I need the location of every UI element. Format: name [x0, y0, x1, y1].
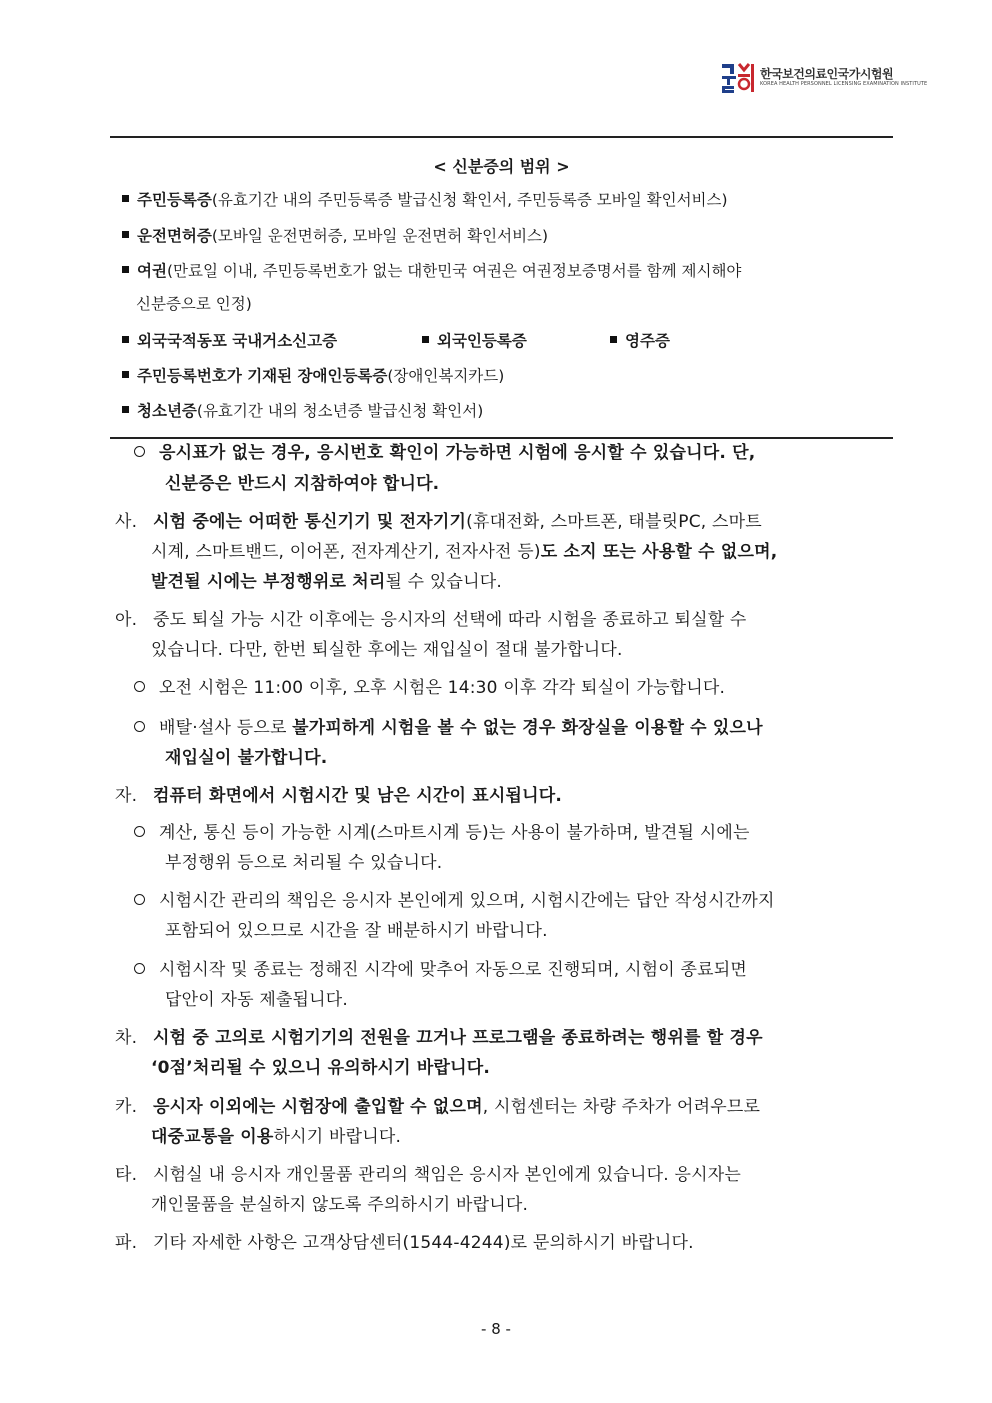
circle-bullet-icon [134, 894, 145, 905]
item-label: 사. [115, 512, 138, 532]
id-item-bold: 영주증 [625, 332, 670, 350]
item-label: 아. [115, 610, 138, 630]
square-bullet-icon [422, 336, 429, 343]
square-bullet-icon [122, 231, 129, 238]
id-item-bold: 외국인등록증 [437, 332, 527, 350]
id-item-rest: (만료일 이내, 주민등록번호가 없는 대한민국 여권은 여권정보증명서를 함께 제시해야 [166, 262, 742, 280]
item-a-bullet-2: 배탈·설사 등으로 불가피하게 시험을 볼 수 없는 경우 화장실을 이용할 수 있으나 [134, 713, 763, 743]
id-item-bold: 운전면허증 [137, 227, 212, 245]
id-item-bold: 주민등록증 [137, 191, 212, 209]
item-ka: 카. 응시자 이외에는 시험장에 출입할 수 없으며, 시험센터는 차량 주차가 어려우므로 [115, 1092, 760, 1122]
item-ka-line-2: 대중교통을 이용하시기 바랍니다. [151, 1127, 402, 1147]
square-bullet-icon [122, 371, 129, 378]
item-ja-bullet-1: 계산, 통신 등이 가능한 시계(스마트시계 등)는 사용이 불가하며, 발견될 시에는 [134, 818, 750, 848]
id-item-5 [122, 364, 504, 388]
item-ja-bullet-3: 시험시작 및 종료는 정해진 시각에 맞추어 자동으로 진행되며, 시험이 종료되면 [134, 955, 747, 985]
id-item-bold: 여권 [137, 262, 167, 280]
institute-logo [720, 62, 928, 94]
id-item-rest: (모바일 운전면허증, 모바일 운전면허 확인서비스) [211, 227, 549, 245]
item-label: 타. [115, 1165, 138, 1185]
item-ta-line-2: 개인물품을 분실하지 않도록 주의하시기 바랍니다. [151, 1195, 529, 1215]
id-item-rest: (유효기간 내의 주민등록증 발급신청 확인서, 주민등록증 모바일 확인서비스) [211, 191, 728, 209]
item-sa: 사. 시험 중에는 어떠한 통신기기 및 전자기기(휴대전화, 스마트폰, 태블릿PC, 스마트 [115, 507, 762, 537]
square-bullet-icon [122, 195, 129, 202]
item-cha: 차. 시험 중 고의로 시험기기의 전원을 끄거나 프로그램을 종료하려는 행위를 할 경우 [115, 1023, 763, 1053]
id-item-6 [122, 399, 483, 423]
square-bullet-icon [122, 406, 129, 413]
item-a-bullet-1: 오전 시험은 11:00 이후, 오후 시험은 14:30 이후 각각 퇴실이 가능합니다. [134, 673, 725, 703]
id-section-title: < 신분증의 범위 > [433, 157, 570, 176]
item-label: 자. [115, 786, 138, 806]
id-item-rest: (유효기간 내의 청소년증 발급신청 확인서) [196, 402, 484, 420]
square-bullet-icon [610, 336, 617, 343]
item-sa-line-2: 시계, 스마트밴드, 이어폰, 전자계산기, 전자사전 등)도 소지 또는 사용할 수 없으며, [151, 542, 778, 562]
item-ja: 자. 컴퓨터 화면에서 시험시간 및 남은 시간이 표시됩니다. [115, 781, 562, 811]
item-ja-bullet-3-line-2: 답안이 자동 제출됩니다. [165, 990, 349, 1010]
circle-bullet-icon [134, 721, 145, 732]
item-label: 차. [115, 1028, 138, 1048]
header-rule [110, 136, 893, 138]
notice-line-1: 응시표가 없는 경우, 응시번호 확인이 가능하면 시험에 응시할 수 있습니다. 단, [134, 438, 755, 468]
item-label: 카. [115, 1097, 138, 1117]
item-label: 파. [115, 1233, 138, 1253]
circle-bullet-icon [134, 446, 145, 457]
item-cha-line-2: ‘0점’처리될 수 있으니 유의하시기 바랍니다. [151, 1058, 491, 1078]
item-sa-line-3: 발견될 시에는 부정행위로 처리될 수 있습니다. [151, 572, 502, 592]
item-ja-bullet-2: 시험시간 관리의 책임은 응시자 본인에게 있으며, 시험시간에는 답안 작성시간까지 [134, 886, 775, 916]
item-pa: 파. 기타 자세한 사항은 고객상담센터(1544-4244)로 문의하시기 바랍니다. [115, 1228, 694, 1258]
page-number: - 8 - [481, 1320, 511, 1338]
logo-mark-icon [720, 62, 756, 94]
square-bullet-icon [122, 336, 129, 343]
notice-line-2: 신분증은 반드시 지참하여야 합니다. [165, 474, 440, 494]
org-name-en: KOREA HEALTH PERSONNEL LICENSING EXAMINATION INSTITUTE [760, 81, 928, 87]
circle-bullet-icon [134, 826, 145, 837]
item-a-bullet-2-line-2: 재입실이 불가합니다. [165, 748, 328, 768]
item-ja-bullet-1-line-2: 부정행위 등으로 처리될 수 있습니다. [165, 853, 443, 873]
item-ta: 타. 시험실 내 응시자 개인물품 관리의 책임은 응시자 본인에게 있습니다. 응시자는 [115, 1160, 741, 1190]
item-ja-bullet-2-line-2: 포함되어 있으므로 시간을 잘 배분하시기 바랍니다. [165, 921, 548, 941]
id-item-rest: (장애인복지카드) [387, 367, 505, 385]
square-bullet-icon [122, 266, 129, 273]
circle-bullet-icon [134, 681, 145, 692]
item-a: 아. 중도 퇴실 가능 시간 이후에는 응시자의 선택에 따라 시험을 종료하고 퇴실할 수 [115, 605, 747, 635]
id-item-1 [122, 188, 728, 212]
id-item-2 [122, 224, 548, 248]
id-item-bold: 외국국적동포 국내거소신고증 [137, 332, 338, 350]
org-name-kr: 한국보건의료인국가시험원 [760, 67, 894, 81]
id-item-4 [122, 329, 670, 353]
id-item-3-continued: 신분증으로 인정) [136, 295, 252, 313]
item-a-line-2: 있습니다. 다만, 한번 퇴실한 후에는 재입실이 절대 불가합니다. [151, 640, 623, 660]
circle-bullet-icon [134, 963, 145, 974]
id-item-3 [122, 259, 741, 283]
id-item-bold: 주민등록번호가 기재된 장애인등록증 [137, 367, 388, 385]
id-item-bold: 청소년증 [137, 402, 197, 420]
